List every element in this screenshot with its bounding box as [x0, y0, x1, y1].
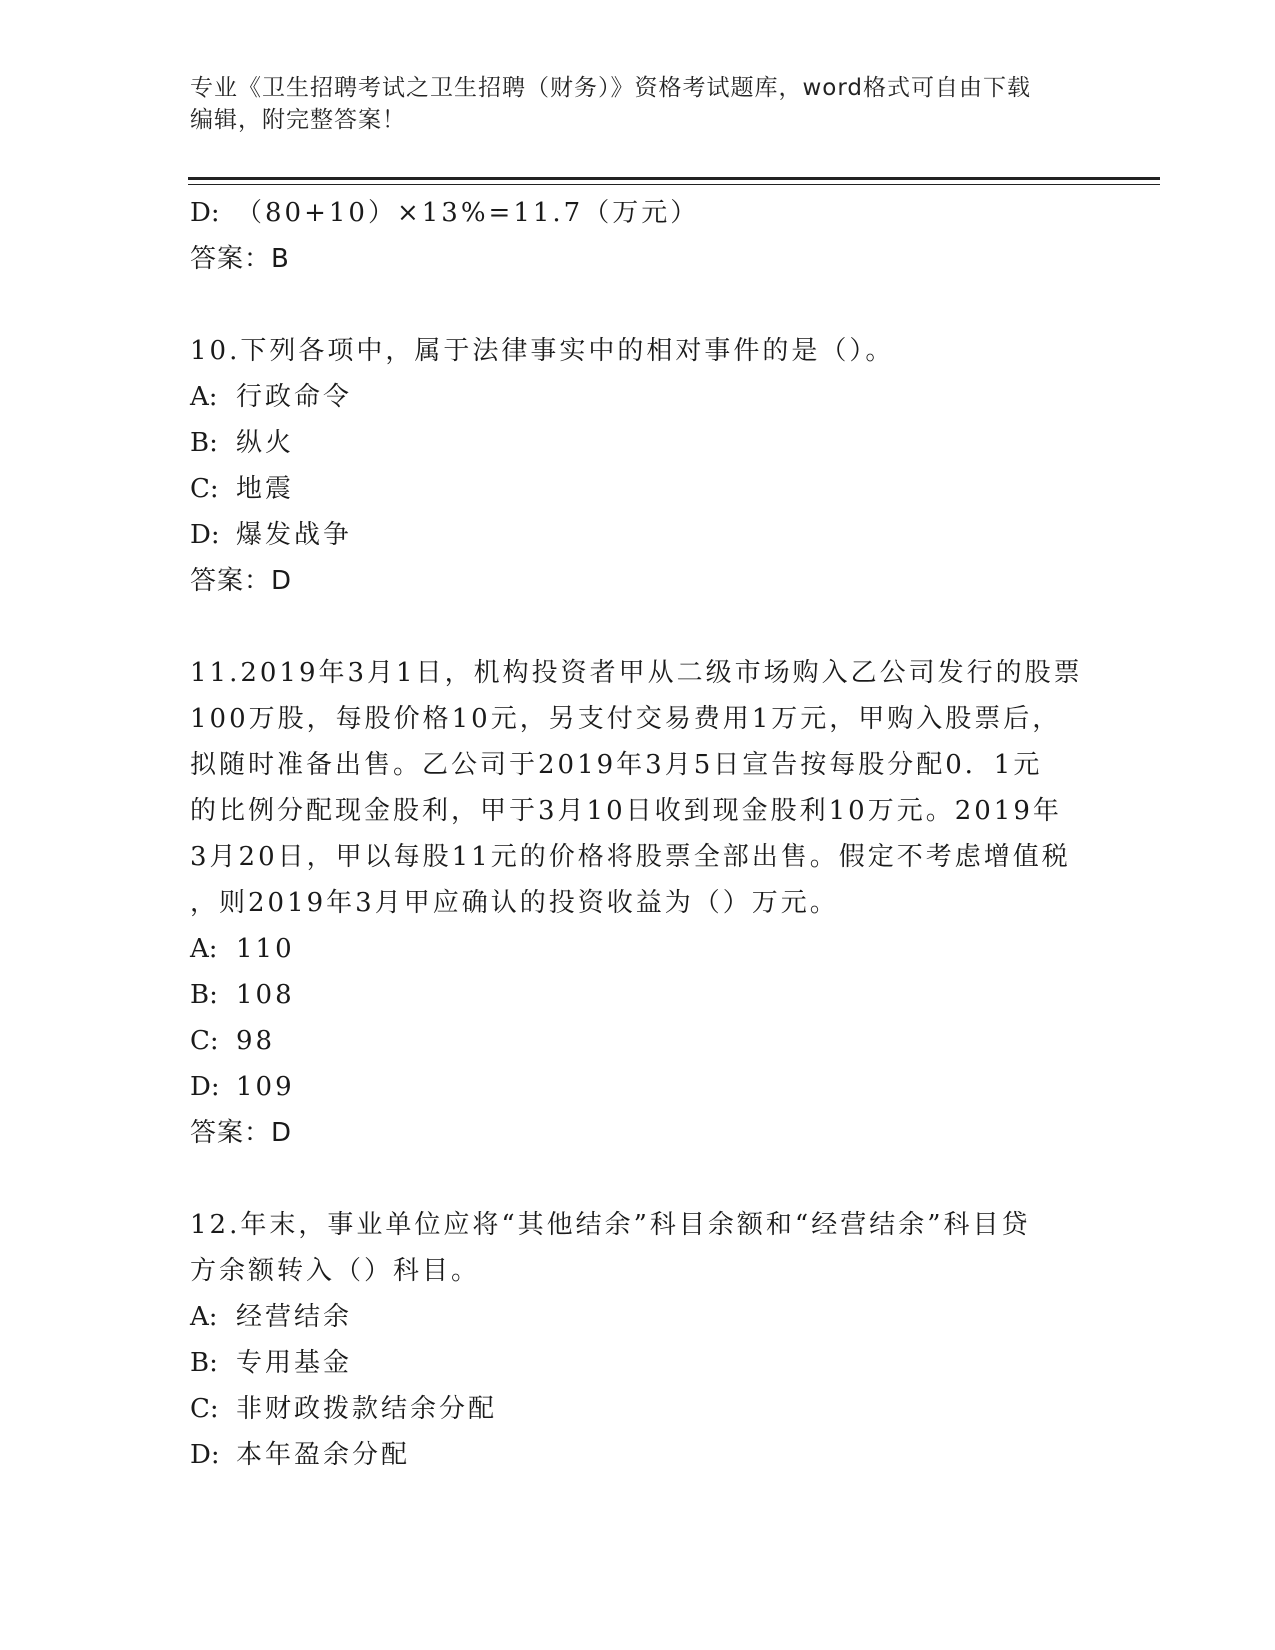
option-text: 110 [236, 934, 295, 964]
q10-option-d [190, 512, 1090, 558]
q11-stem-line-1: 11.2019年3月1日，机构投资者甲从二级市场购入乙公司发行的股票 [190, 658, 1083, 688]
option-label: A: [190, 1302, 218, 1332]
q11-stem-line-6: ，则2019年3月甲应确认的投资收益为（）万元。 [190, 888, 839, 918]
option-text: （80+10）×13%=11.7（万元） [236, 198, 700, 228]
option-text: 98 [236, 1026, 276, 1056]
option-text: 经营结余 [236, 1302, 353, 1332]
option-text: 非财政拨款结余分配 [236, 1394, 498, 1424]
option-text: 本年盈余分配 [236, 1440, 411, 1470]
option-label: D: [190, 520, 220, 550]
option-text: 纵火 [236, 428, 295, 458]
spacer [190, 604, 1090, 650]
q12-option-b [190, 1340, 1090, 1386]
q12-option-a [190, 1294, 1090, 1340]
q12-option-c [190, 1386, 1090, 1432]
q11-stem-line-3: 拟随时准备出售。乙公司于2019年3月5日宣告按每股分配0．1元 [190, 750, 1043, 780]
q11-stem-line-5: 3月20日，甲以每股11元的价格将股票全部出售。假定不考虑增值税 [190, 842, 1071, 872]
prev-answer: 答案：B [190, 244, 290, 274]
page-header [190, 72, 1090, 136]
option-label: C: [190, 1026, 219, 1056]
spacer [190, 282, 1090, 328]
option-label: D: [190, 198, 220, 228]
q11-stem-line-2: 100万股，每股价格10元，另支付交易费用1万元，甲购入股票后， [190, 704, 1062, 734]
option-label: D: [190, 1072, 220, 1102]
option-label: C: [190, 474, 219, 504]
q11-stem-line-4: 的比例分配现金股利，甲于3月10日收到现金股利10万元。2019年 [190, 796, 1062, 826]
prev-option-d [190, 190, 1090, 236]
option-text: 爆发战争 [236, 520, 353, 550]
q12-option-d [190, 1432, 1090, 1478]
q11-answer: 答案：D [190, 1118, 293, 1148]
q11-option-a [190, 926, 1090, 972]
header-divider-thin [188, 184, 1160, 185]
q11-option-d [190, 1064, 1090, 1110]
q10-answer: 答案：D [190, 566, 293, 596]
option-label: B: [190, 428, 218, 458]
option-label: A: [190, 934, 218, 964]
spacer [190, 1156, 1090, 1202]
option-label: B: [190, 980, 218, 1010]
q11-option-b [190, 972, 1090, 1018]
q10-option-a [190, 374, 1090, 420]
question-content [190, 190, 1090, 1478]
option-text: 109 [236, 1072, 295, 1102]
q10-stem: 10.下列各项中，属于法律事实中的相对事件的是（）。 [190, 336, 895, 366]
q10-option-b [190, 420, 1090, 466]
q10-option-c [190, 466, 1090, 512]
q12-stem-line-2: 方余额转入（）科目。 [190, 1256, 481, 1286]
option-label: B: [190, 1348, 218, 1378]
header-divider-thick [188, 177, 1160, 180]
q12-stem-line-1: 12.年末，事业单位应将“其他结余”科目余额和“经营结余”科目贷 [190, 1210, 1031, 1240]
option-text: 地震 [236, 474, 295, 504]
option-text: 行政命令 [236, 382, 353, 412]
option-text: 专用基金 [236, 1348, 353, 1378]
option-text: 108 [236, 980, 295, 1010]
option-label: D: [190, 1440, 220, 1470]
header-line-2: 编辑，附完整答案！ [190, 107, 406, 133]
option-label: C: [190, 1394, 219, 1424]
q11-option-c [190, 1018, 1090, 1064]
option-label: A: [190, 382, 218, 412]
header-line-1: 专业《卫生招聘考试之卫生招聘（财务）》资格考试题库，word格式可自由下载 [190, 75, 1032, 101]
